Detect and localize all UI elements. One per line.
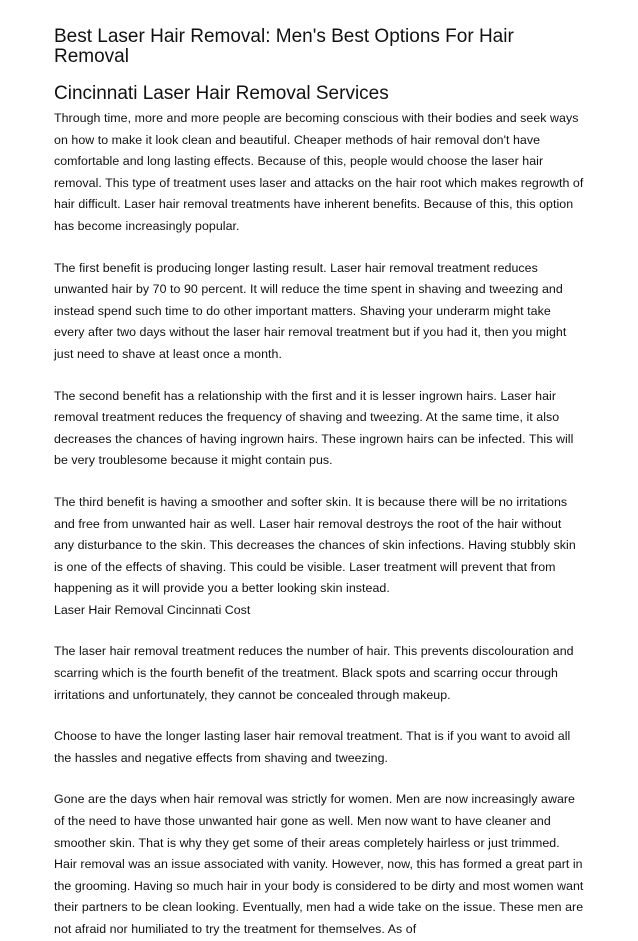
paragraph-first-benefit: The first benefit is producing longer lasting result. Laser hair removal treatment reduces unwanted hair by 70 to 90 percent. It will reduce the time spent in shaving and tweezing and instead spend such time to do other important matters. Shaving your underarm might take every after two days without the laser hair removal treatment but if you had it, then you might just need to shave at least once a month.: [54, 260, 567, 361]
inline-heading-cost: Laser Hair Removal Cincinnati Cost: [54, 602, 251, 617]
paragraph-men: Gone are the days when hair removal was strictly for women. Men are now increasingly aware of the need to have those unwanted hair gone as well. Men now want to have cleaner and smoother skin. That is why they get some of their areas completely hairless or just trimmed. Hair removal was an issue associated with vanity. However, now, this has formed a great part in the grooming. Having so much hair in your body is considered to be dirty and most women want their partners to be clean looking. Eventually, men had a wide take on the issue. These men are not afraid nor humiliated to try the treatment for themselves. As of: [54, 792, 584, 936]
document-title: Best Laser Hair Removal: Men's Best Options For Hair Removal: [54, 26, 514, 67]
document-page: [54, 27, 584, 941]
paragraph-fourth-benefit: The laser hair removal treatment reduces the number of hair. This prevents discolouration and scarring which is the fourth benefit of the treatment. Black spots and scarring occur through irritations and unfortunately, they cannot be concealed through makeup.: [54, 644, 574, 702]
paragraph-second-benefit: The second benefit has a relationship with the first and it is lesser ingrown hairs. Laser hair removal treatment reduces the frequency of shaving and tweezing. At the same time, it also decreases the chances of having ingrown hairs. These ingrown hairs can be infected. This will be very troublesome because it might contain pus.: [54, 388, 574, 468]
paragraph-third-benefit: The third benefit is having a smoother and softer skin. It is because there will be no irritations and free from unwanted hair as well. Laser hair removal destroys the root of the hair without any disturbance to the skin. This decreases the chances of skin infections. Having stubbly skin is one of the effects of shaving. This could be visible. Laser treatment will prevent that from happening as it will provide you a better looking skin instead.: [54, 494, 576, 596]
section-heading: Cincinnati Laser Hair Removal Services: [54, 83, 389, 104]
paragraph-intro: Through time, more and more people are becoming conscious with their bodies and seek ways on how to make it look clean and beautiful. Cheaper methods of hair removal don't have comfortable and long lasting effects. Because of this, people would choose the laser hair removal. This type of treatment uses laser and attacks on the hair root which makes regrowth of hair difficult. Laser hair removal treatments have inherent benefits. Because of this, this option has become increasingly popular.: [54, 111, 584, 233]
paragraph-choose: Choose to have the longer lasting laser hair removal treatment. That is if you want to avoid all the hassles and negative effects from shaving and tweezing.: [54, 729, 571, 765]
